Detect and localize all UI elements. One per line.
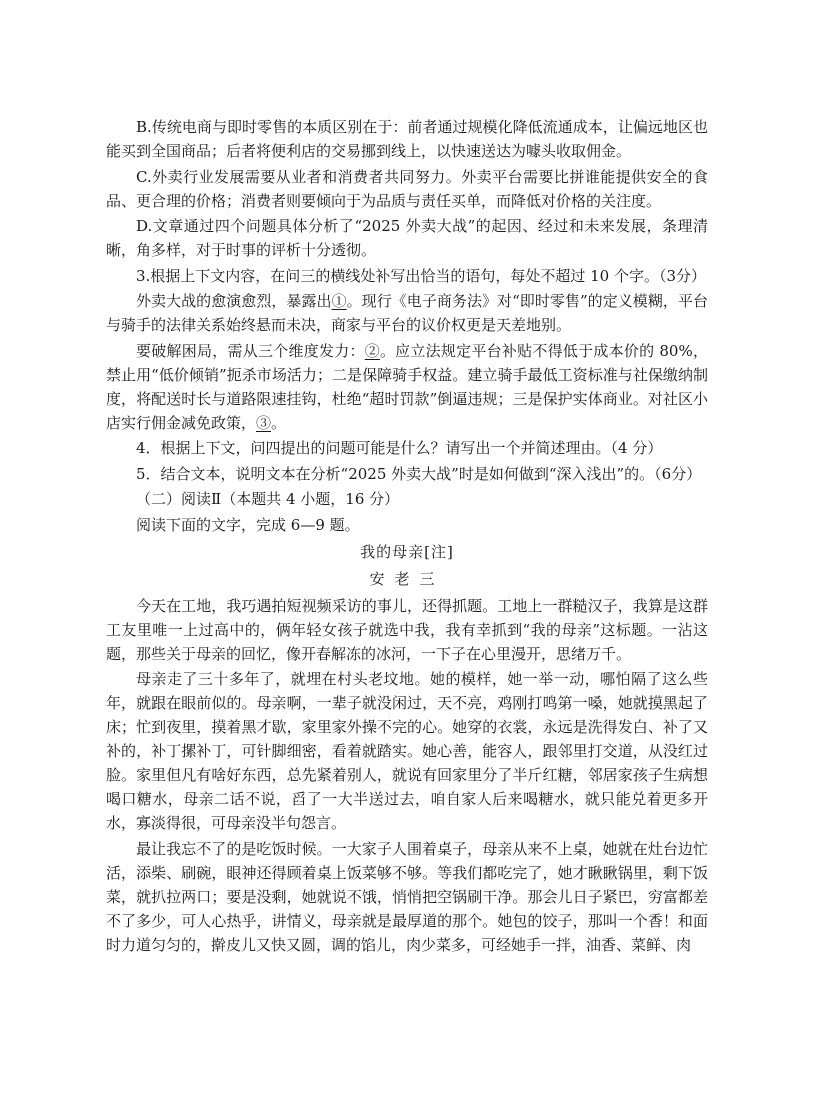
option-d: D.文章通过四个问题具体分析了“2025 外卖大战”的起因、经过和未来发展，条理清晰，角多样，对于时事的评析十分透彻。 bbox=[106, 217, 708, 259]
question-4: 4．根据上下文，问四提出的问题可能是什么？请写出一个并简述理由。（4 分） bbox=[136, 439, 663, 457]
article-paragraph: 最让我忘不了的是吃饭时候。一大家子人围着桌子，母亲从来不上桌，她就在灶台边忙活，添柴、刷碗，眼神还得顾着桌上饭菜够不够。等我们都吃完了，她才瞅瞅锅里，剩下饭菜，就扒拉两口；要是没剩，她就说不饿，悄悄把空锅刷干净。那会儿日子紧巴，穷富都差不了多少，可人心热乎，讲情义，母亲就是最厚道的那个。她包的饺子，那叫一个香！和面时力道匀匀的，擀皮儿又快又圆，调的馅儿，肉少菜多，可经她手一拌，油香、菜鲜、肉 bbox=[106, 839, 708, 954]
option-b: B.传统电商与即时零售的本质区别在于：前者通过规模化降低流通成本，让偏远地区也能买到全国商品；后者将便利店的交易挪到线上，以快速送达为噱头收取佣金。 bbox=[106, 118, 708, 160]
fill-blank-2: ② bbox=[364, 341, 380, 360]
section-2-instruction: 阅读下面的文字，完成 6—9 题。 bbox=[136, 515, 360, 534]
article-author: 安老三 bbox=[369, 569, 445, 588]
q3-para2-text-c: 。 bbox=[271, 413, 287, 432]
q3-paragraph-1 bbox=[106, 289, 708, 337]
article-paragraph: 今天在工地，我巧遇拍短视频采访的事儿，还得抓题。工地上一群糙汉子，我算是这群工友里唯一上过高中的，俩年轻女孩子就选中我，我有幸抓到“我的母亲”这标题。一沾这题，那些关于母亲的回忆，像开春解冻的冰河，一下子在心里漫开，思绪万千。 bbox=[106, 596, 708, 663]
article-paragraph: 母亲走了三十多年了，就埋在村头老坟地。她的模样，她一举一动，哪怕隔了这么些年，就跟在眼前似的。母亲啊，一辈子就没闲过，天不亮，鸡刚打鸣第一嗓，她就摸黑起了床；忙到夜里，摸着黑才歇，家里家外操不完的心。她穿的衣裳，永远是洗得发白、补了又补的，补丁摞补丁，可针脚细密，看着就踏实。她心善，能容人，跟邻里打交道，从没红过脸。家里但凡有啥好东西，总先紧着别人，就说有回家里分了半斤红糖，邻居家孩子生病想喝口糖水，母亲二话不说，舀了一大半送过去，咱自家人后来喝糖水，就只能兑着更多开水，寡淡得很，可母亲没半句怨言。 bbox=[106, 670, 708, 832]
q3-para2-text-b: 。应立法规定平台补贴不得低于成本价的 80%，禁止用“低价倾销”扼杀市场活力；二是保障骑手权益。建立骑手最低工资标准与社保缴纳制度，将配送时长与道路限速挂钩，杜绝“超时罚款”倒逼违规；三是保护实体商业。对社区小店实行佣金减免政策， bbox=[106, 341, 708, 432]
fill-blank-3: ③ bbox=[256, 413, 272, 432]
option-c: C.外卖行业发展需要从业者和消费者共同努力。外卖平台需要比拼谁能提供安全的食品、更合理的价格；消费者则要倾向于为品质与责任买单，而降低对价格的关注度。 bbox=[106, 167, 708, 210]
q3-paragraph-2 bbox=[106, 339, 708, 435]
question-5: 5．结合文本，说明文本在分析“2025 外卖大战”时是如何做到“深入浅出”的。（6分） bbox=[136, 464, 702, 483]
exam-page bbox=[106, 115, 708, 958]
q3-para1-text-a: 外卖大战的愈演愈烈，暴露出 bbox=[136, 292, 332, 310]
q3-para2-text-a: 要破解困局，需从三个维度发力： bbox=[136, 341, 365, 360]
q3-para1-text-b: 。现行《电子商务法》对“即时零售”的定义模糊，平台与骑手的法律关系始终悬而未决，商家与平台的议价权更是天差地别。 bbox=[106, 292, 708, 334]
fill-blank-1: ① bbox=[331, 292, 347, 310]
section-2-heading: （二）阅读Ⅱ（本题共 4 小题，16 分） bbox=[136, 490, 400, 508]
question-3: 3.根据上下文内容，在问三的横线处补写出恰当的语句，每处不超过 10 个字。（3分） bbox=[136, 266, 706, 285]
article-title: 我的母亲[注] bbox=[360, 542, 454, 561]
